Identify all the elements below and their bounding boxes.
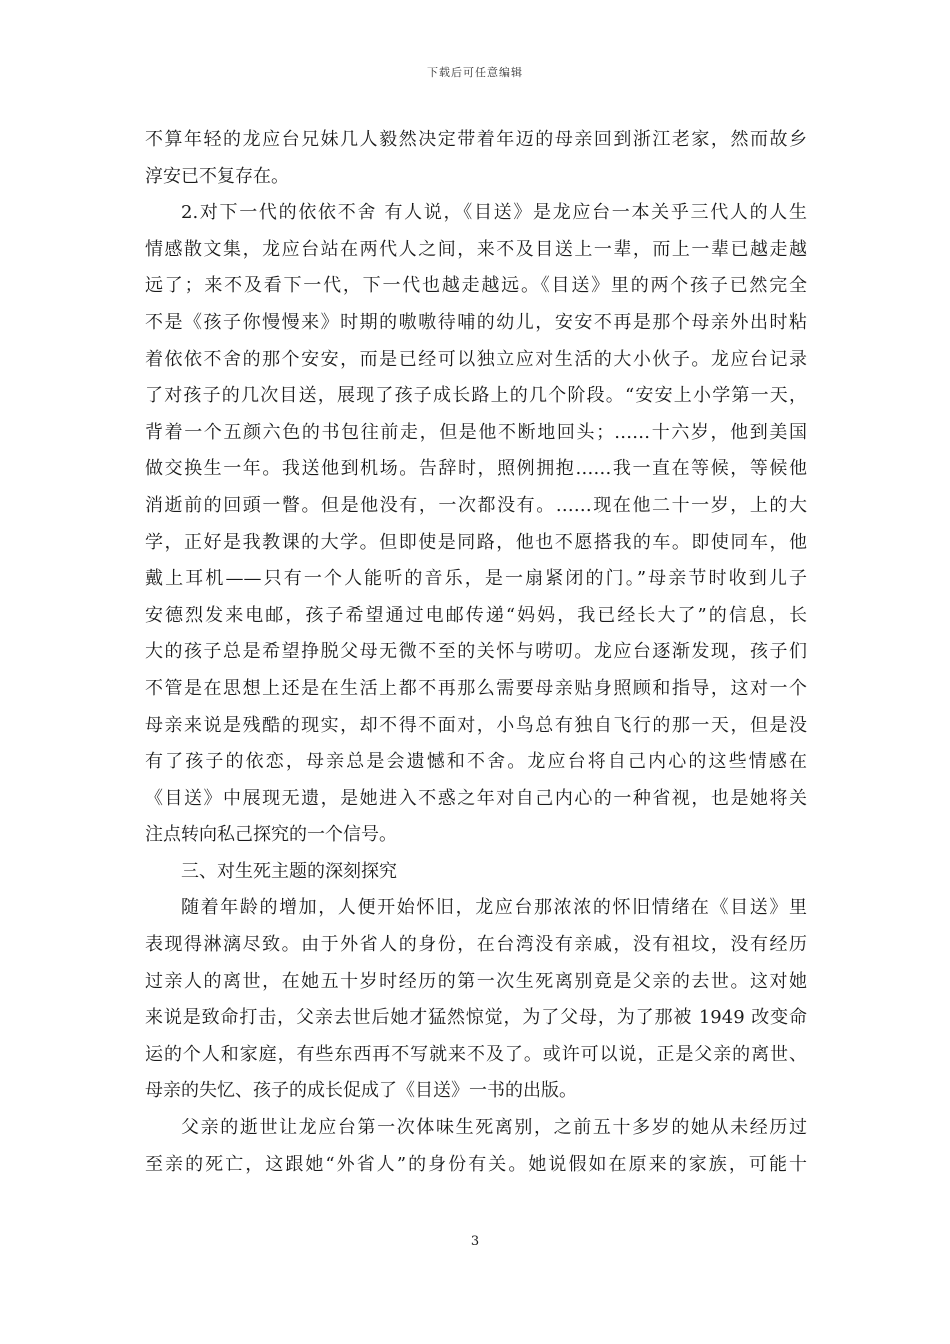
document-body: [145, 122, 807, 1183]
text-line: 随着年龄的增加，人便开始怀旧，龙应台那浓浓的怀旧情绪在《目送》里: [181, 897, 807, 919]
text-line: 消逝前的回頭一瞥。但是他没有，一次都没有。……现在他二十一岁，上的大: [145, 494, 807, 516]
text-line: 情感散文集，龙应台站在两代人之间，来不及目送上一辈，而上一辈已越走越: [145, 238, 807, 260]
text-line: 母亲的失忆、孩子的成长促成了《目送》一书的出版。: [145, 1080, 577, 1102]
text-line: 父亲的逝世让龙应台第一次体味生死离别，之前五十多岁的她从未经历过: [181, 1117, 807, 1139]
text-line: 注点转向私己探究的一个信号。: [145, 824, 397, 846]
text-line: 表现得淋漓尽致。由于外省人的身份，在台湾没有亲戚，没有祖坟，没有经历: [145, 934, 807, 956]
text-line: 戴上耳机——只有一个人能听的音乐，是一扇紧闭的门。”母亲节时收到儿子: [145, 568, 807, 590]
text-line: 不管是在思想上还是在生活上都不再那么需要母亲贴身照顾和指导，这对一个: [145, 677, 807, 699]
text-line: 淳安已不复存在。: [145, 165, 289, 187]
text-line: 了对孩子的几次目送，展现了孩子成长路上的几个阶段。“安安上小学第一天，: [145, 385, 807, 407]
page-header: 下载后可任意编辑: [427, 66, 523, 79]
text-line: 《目送》中展现无遗，是她进入不惑之年对自己内心的一种省视，也是她将关: [145, 787, 807, 809]
text-line: 有了孩子的依恋，母亲总是会遗憾和不舍。龙应台将自己内心的这些情感在: [145, 751, 807, 773]
text-line: 做交换生一年。我送他到机场。告辞时，照例拥抱……我一直在等候，等候他: [145, 458, 807, 480]
text-line: 着依依不舍的那个安安，而是已经可以独立应对生活的大小伙子。龙应台记录: [145, 348, 807, 370]
text-line: 背着一个五颜六色的书包往前走，但是他不断地回头；……十六岁，他到美国: [145, 421, 807, 443]
text-line: 运的个人和家庭，有些东西再不写就来不及了。或许可以说，正是父亲的离世、: [145, 1043, 807, 1065]
text-line: 2.对下一代的依依不舍 有人说，《目送》是龙应台一本关乎三代人的人生: [181, 202, 807, 224]
text-line: 三、对生死主题的深刻探究: [181, 860, 397, 882]
text-line: 学，正好是我教课的大学。但即使是同路，他也不愿搭我的车。即使同车，他: [145, 531, 807, 553]
text-line: 不是《孩子你慢慢来》时期的嗷嗷待哺的幼儿，安安不再是那个母亲外出时粘: [145, 311, 807, 333]
text-line: 来说是致命打击，父亲去世后她才猛然惊觉，为了父母，为了那被 1949 改变命: [145, 1007, 807, 1029]
text-line: 大的孩子总是希望挣脱父母无微不至的关怀与唠叨。龙应台逐渐发现，孩子们: [145, 641, 807, 663]
text-line: 过亲人的离世，在她五十岁时经历的第一次生死离别竟是父亲的去世。这对她: [145, 970, 807, 992]
page-number: 3: [470, 1234, 480, 1249]
text-line: 安德烈发来电邮，孩子希望通过电邮传递“妈妈，我已经长大了”的信息，长: [145, 604, 807, 626]
text-line: 远了；来不及看下一代，下一代也越走越远。《目送》里的两个孩子已然完全: [145, 275, 807, 297]
text-line: 不算年轻的龙应台兄妹几人毅然决定带着年迈的母亲回到浙江老家，然而故乡: [145, 129, 807, 150]
text-line: 母亲来说是残酷的现实，却不得不面对，小鸟总有独自飞行的那一天，但是没: [145, 714, 807, 736]
text-line: 至亲的死亡，这跟她“外省人”的身份有关。她说假如在原来的家族，可能十: [145, 1153, 807, 1175]
